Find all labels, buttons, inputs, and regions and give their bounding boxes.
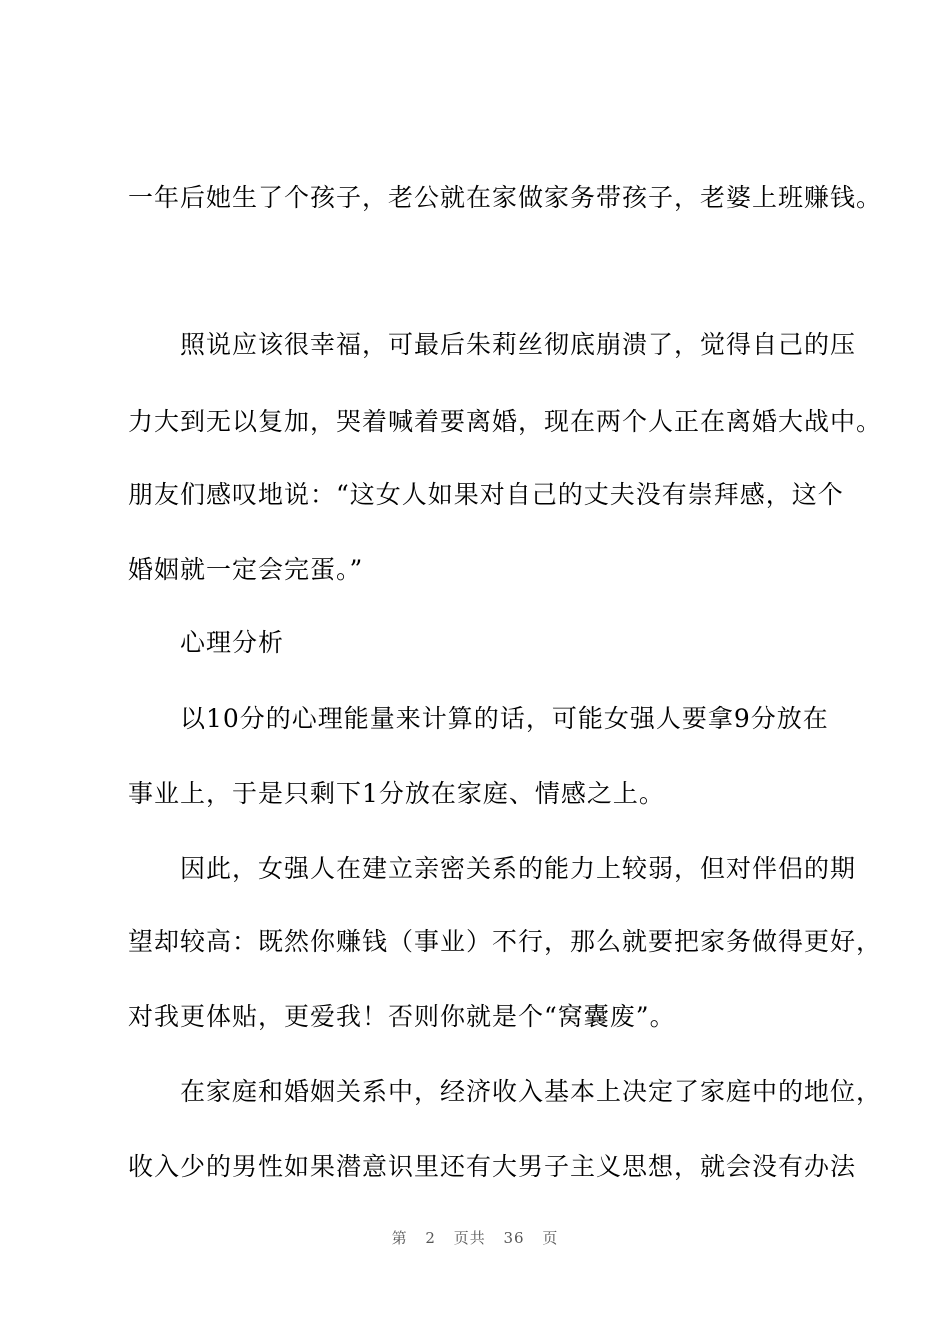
footer-prefix: 第 — [391, 1229, 408, 1247]
paragraph-line: 照说应该很幸福，可最后朱莉丝彻底崩溃了，觉得自己的压 — [180, 330, 857, 359]
paragraph-line: 因此，女强人在建立亲密关系的能力上较弱，但对伴侣的期 — [180, 854, 857, 883]
footer-middle: 页共 — [453, 1229, 486, 1247]
paragraph-line: 一年后她生了个孩子，老公就在家做家务带孩子，老婆上班赚钱。 — [128, 183, 883, 212]
paragraph-line: 婚姻就一定会完蛋。” — [128, 555, 364, 584]
section-heading: 心理分析 — [180, 628, 285, 657]
paragraph-line: 以10分的心理能量来计算的话，可能女强人要拿9分放在 — [180, 704, 829, 733]
paragraph-line: 朋友们感叹地说：“这女人如果对自己的丈夫没有崇拜感，这个 — [128, 480, 844, 509]
paragraph-line: 望却较高：既然你赚钱（事业）不行，那么就要把家务做得更好， — [128, 927, 883, 956]
footer-page-number: 2 — [425, 1229, 436, 1247]
paragraph-line: 事业上，于是只剩下1分放在家庭、情感之上。 — [128, 779, 665, 808]
paragraph-line: 力大到无以复加，哭着喊着要离婚，现在两个人正在离婚大战中。 — [128, 407, 883, 436]
footer-suffix: 页 — [542, 1229, 559, 1247]
paragraph-line: 在家庭和婚姻关系中，经济收入基本上决定了家庭中的地位， — [180, 1077, 883, 1106]
footer-total-pages: 36 — [503, 1229, 525, 1247]
paragraph-line: 收入少的男性如果潜意识里还有大男子主义思想，就会没有办法 — [128, 1152, 857, 1181]
page-footer — [0, 1227, 950, 1248]
paragraph-line: 对我更体贴，更爱我！否则你就是个“窝囊废”。 — [128, 1002, 676, 1031]
